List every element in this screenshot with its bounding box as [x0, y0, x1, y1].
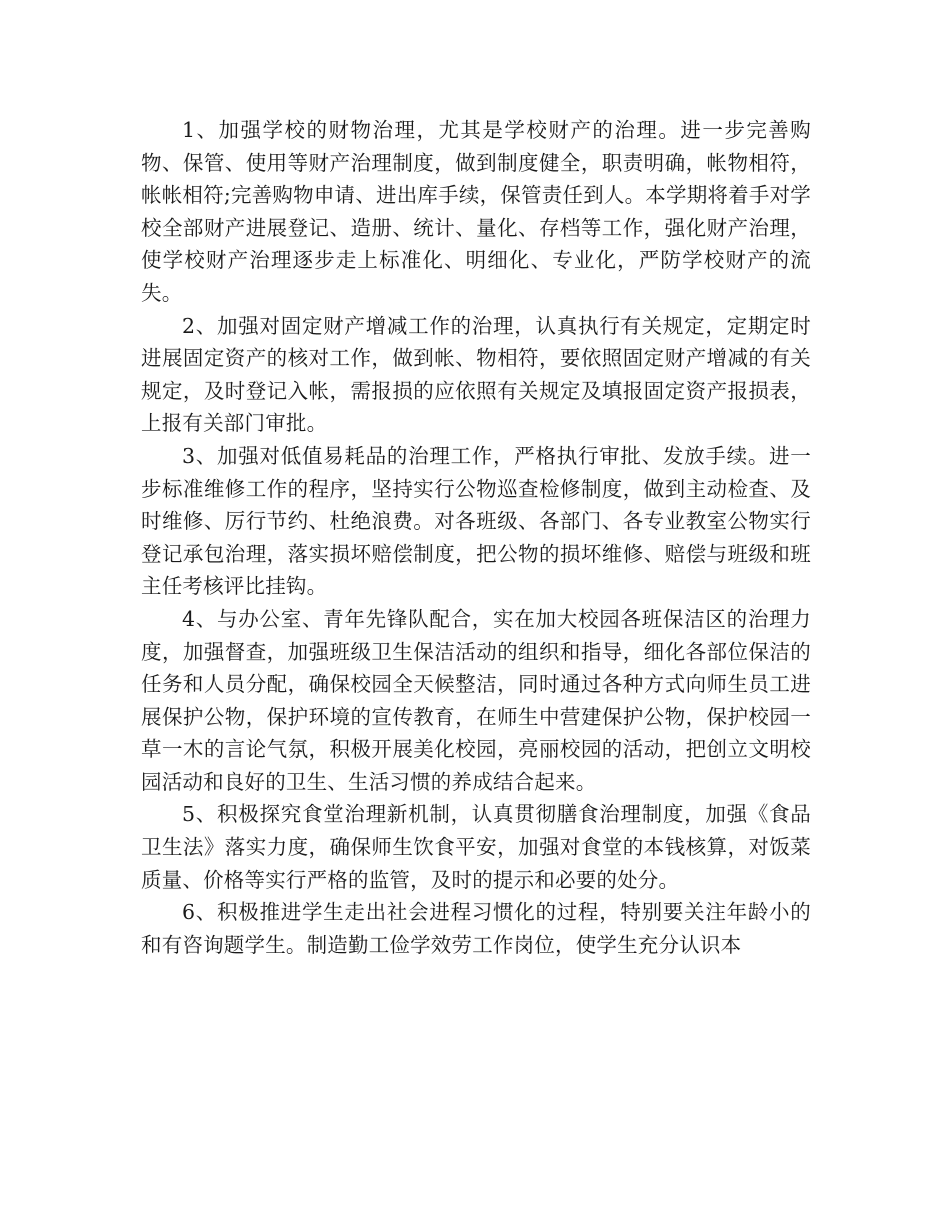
document-body: [141, 114, 811, 961]
paragraph-5: 5、积极探究食堂治理新机制，认真贯彻膳食治理制度，加强《食品卫生法》落实力度，确保师生饮食平安，加强对食堂的本钱核算，对饭菜质量、价格等实行严格的监管，及时的提示和必要的处分。: [141, 802, 811, 892]
paragraph-1: 1、加强学校的财物治理，尤其是学校财产的治理。进一步完善购物、保管、使用等财产治理制度，做到制度健全，职责明确，帐物相符，帐帐相符;完善购物申请、进出库手续，保管责任到人。本学期将着手对学校全部财产进展登记、造册、统计、量化、存档等工作，强化财产治理，使学校财产治理逐步走上标准化、明细化、专业化，严防学校财产的流失。: [141, 118, 811, 305]
paragraph-4: 4、与办公室、青年先锋队配合，实在加大校园各班保洁区的治理力度，加强督查，加强班级卫生保洁活动的组织和指导，细化各部位保洁的任务和人员分配，确保校园全天候整洁，同时通过各种方式向师生员工进展保护公物，保护环境的宣传教育，在师生中营建保护公物，保护校园一草一木的言论气氛，积极开展美化校园，亮丽校园的活动，把创立文明校园活动和良好的卫生、生活习惯的养成结合起来。: [141, 606, 811, 794]
paragraph-2: 2、加强对固定财产增减工作的治理，认真执行有关规定，定期定时进展固定资产的核对工作，做到帐、物相符，要依照固定财产增减的有关规定，及时登记入帐，需报损的应依照有关规定及填报固定资产报损表，上报有关部门审批。: [141, 313, 811, 436]
paragraph-3: 3、加强对低值易耗品的治理工作，严格执行审批、发放手续。进一步标准维修工作的程序，坚持实行公物巡查检修制度，做到主动检查、及时维修、厉行节约、杜绝浪费。对各班级、各部门、各专业教室公物实行登记承包治理，落实损坏赔偿制度，把公物的损坏维修、赔偿与班级和班主任考核评比挂钩。: [141, 443, 811, 599]
paragraph-6: 6、积极推进学生走出社会进程习惯化的过程，特别要关注年龄小的和有咨询题学生。制造勤工俭学效劳工作岗位，使学生充分认识本: [141, 900, 811, 957]
